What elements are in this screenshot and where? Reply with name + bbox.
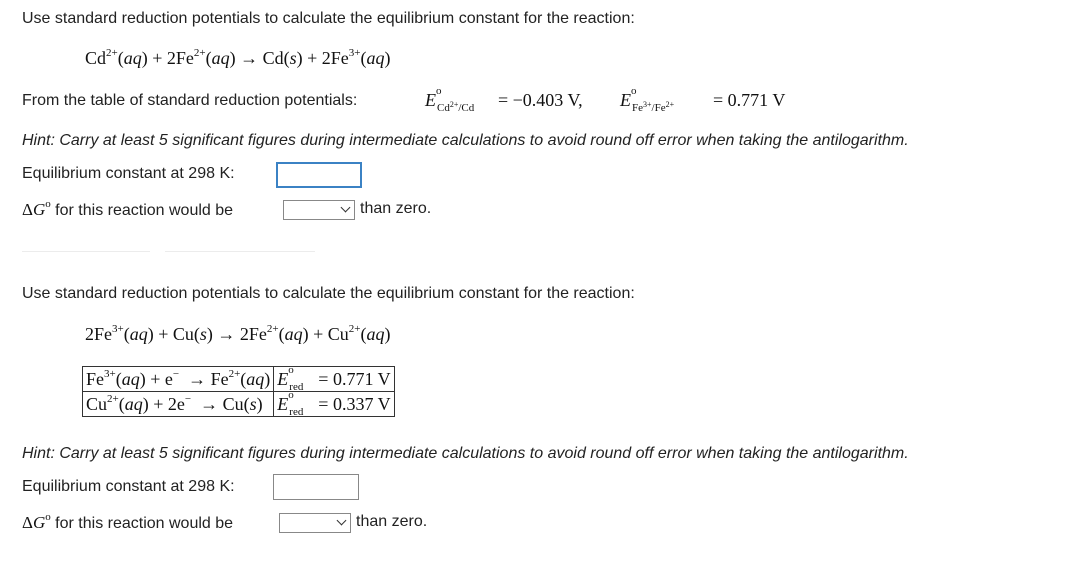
half-reaction-row-cu <box>83 392 395 417</box>
q1-reaction-equation: $Cd^{2+}(aq) + 2Fe^{2+}(aq) \to Cd(s) + 2Fe^{3+}(aq)$ <box>85 47 391 68</box>
q2-reaction-equation: $2Fe^{3+}(aq) + Cu(s) \to 2Fe^{2+}(aq) + Cu^{2+}(aq)$ <box>85 323 391 344</box>
q2-instruction: Use standard reduction potentials to calculate the equilibrium constant for the reaction: <box>22 285 635 302</box>
q2-dg-select[interactable] <box>279 513 351 533</box>
q2-k-input[interactable] <box>273 474 359 500</box>
q2-k-label: Equilibrium constant at 298 K: <box>22 478 235 495</box>
q1-dg-suffix: than zero. <box>360 200 432 217</box>
q1-hint: Hint: Carry at least 5 significant figures during intermediate calculations to avoid round off error when taking the antilogarithm. <box>22 132 909 149</box>
q2-dg-symbol: $\Delta G^o$ <box>22 511 51 532</box>
q1-dg-select[interactable] <box>283 200 355 220</box>
half-reaction-table <box>82 363 395 418</box>
half-reaction-row-fe <box>83 367 395 392</box>
q2-dg-suffix: than zero. <box>356 513 428 530</box>
q2-dg-row <box>22 513 233 533</box>
q1-k-input[interactable] <box>276 162 362 188</box>
q2-hint: Hint: Carry at least 5 significant figures during intermediate calculations to avoid round off error when taking the antilogarithm. <box>22 445 909 462</box>
q1-potential-fe-value: = 0.771 V <box>713 90 786 110</box>
half-reaction-fe-potential: E o red = 0.771 V <box>274 367 394 392</box>
q1-dg-label: for this reaction would be <box>55 202 234 219</box>
q1-dg-symbol: $\Delta G^o$ <box>22 198 51 219</box>
q1-dg-row <box>22 200 233 220</box>
half-reaction-fe: $Fe^{3+}(aq) + e^- \to Fe^{2+}(aq)$ <box>83 367 274 392</box>
q1-potential-cd-value: = −0.403 V, <box>498 90 583 110</box>
chevron-down-icon <box>341 203 351 213</box>
q1-potential-cd: E o $Cd^{2+}/Cd$ = −0.403 V, <box>425 85 583 114</box>
q2-dg-label: for this reaction would be <box>55 515 234 532</box>
separator-line <box>22 251 150 252</box>
half-reaction-cu: $Cu^{2+}(aq) + 2e^- \to Cu(s)$ <box>83 392 274 417</box>
half-reaction-cu-potential: E o red = 0.337 V <box>274 392 394 417</box>
q1-potential-fe: E o $Fe^{3+}/Fe^{2+}$ = 0.771 V <box>620 85 786 114</box>
chevron-down-icon <box>337 516 347 526</box>
q1-k-label: Equilibrium constant at 298 K: <box>22 165 235 182</box>
separator-line <box>165 251 315 252</box>
q1-instruction: Use standard reduction potentials to calculate the equilibrium constant for the reaction: <box>22 10 635 27</box>
q1-table-intro: From the table of standard reduction potentials: <box>22 92 358 109</box>
